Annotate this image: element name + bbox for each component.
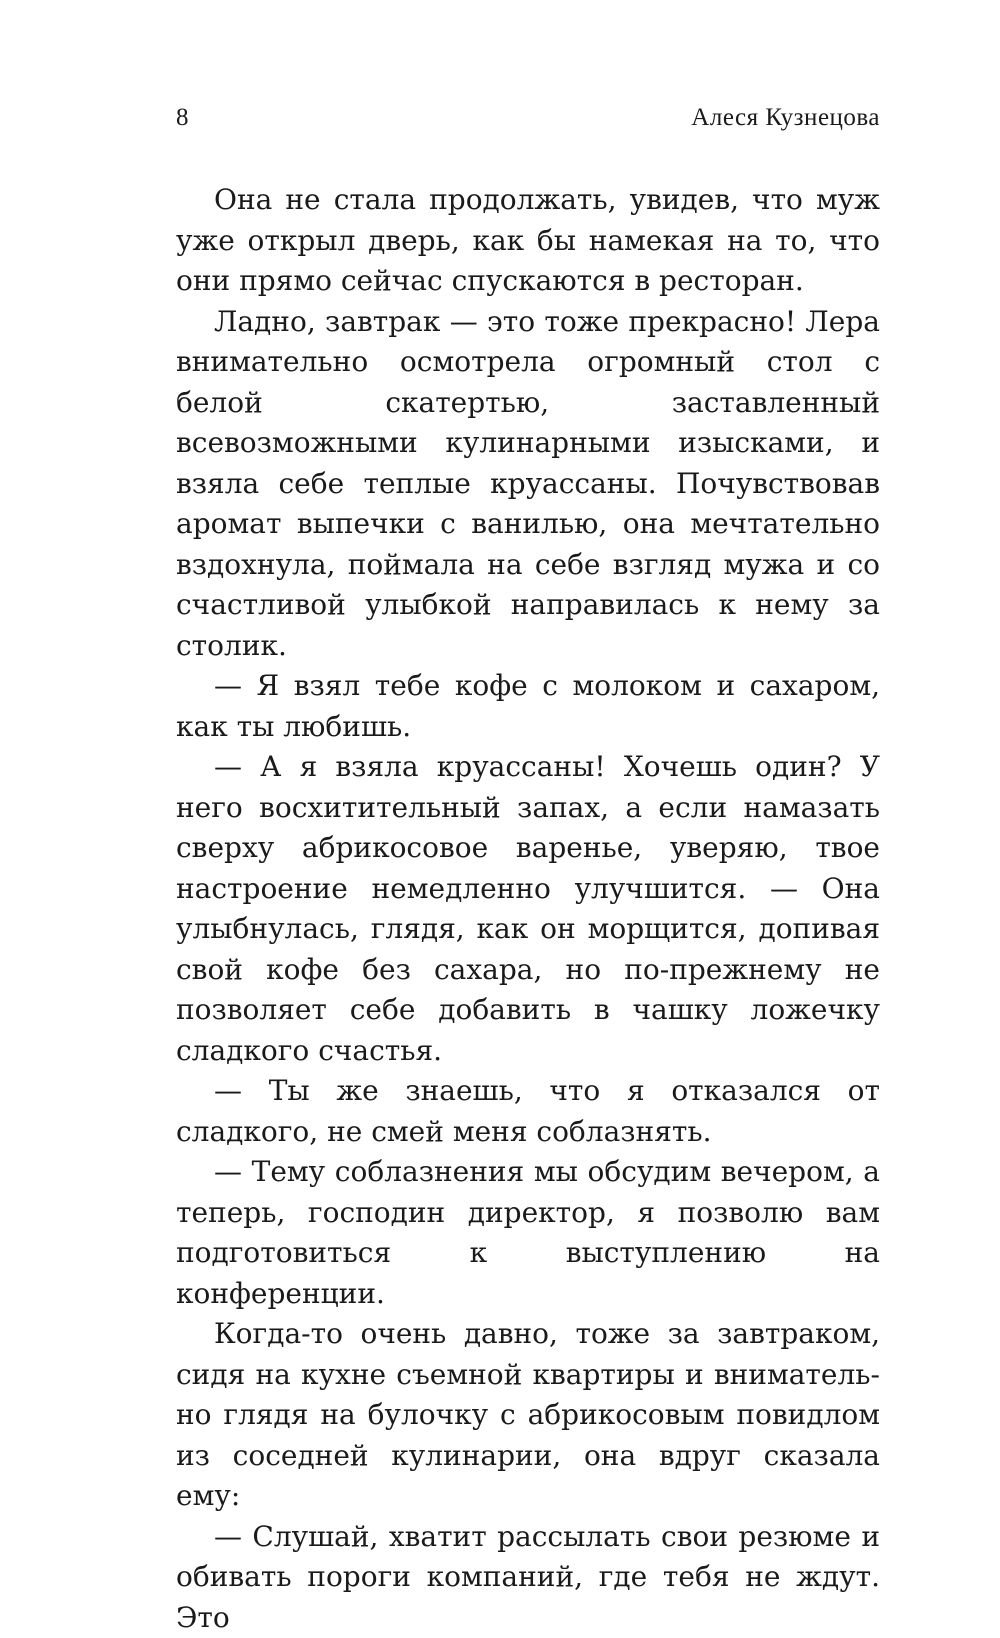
paragraph: — А я взяла круассаны! Хочешь один? У него восхитительный запах, а если намазать сверху абрикосовое варенье, уверяю, твое настроение немедленно улучшится. — Она улыбнулась, глядя, как он морщится, допивая свой кофе без сахара, но по-прежнему не позволяет себе добавить в чашку ложечку сладкого счастья.	[176, 747, 880, 1071]
paragraph: Ладно, завтрак — это тоже прекрасно! Лера внимательно осмотрела огромный стол с белой скатертью, заставленный всевозможными кулинарными изысками, и взяла себе теплые круассаны. Почувствовав аромат выпечки с ванилью, она мечтательно вздохнула, поймала на себе взгляд мужа и со счастливой улыбкой направилась к нему за столик.	[176, 302, 880, 667]
running-head-title: Алеся Кузнецова	[691, 104, 880, 132]
paragraph: — Тему соблазнения мы обсудим вечером, а теперь, господин директор, я позволю вам подготовиться к выступлению на конференции.	[176, 1152, 880, 1314]
page-number: 8	[176, 104, 189, 132]
paragraph: — Я взял тебе кофе с молоком и сахаром, как ты любишь.	[176, 666, 880, 747]
paragraph: — Слушай, хватит рассылать свои резюме и обивать пороги компаний, где тебя не ждут. Это	[176, 1517, 880, 1638]
running-head	[176, 104, 880, 144]
paragraph: Она не стала продолжать, увидев, что муж уже открыл дверь, как бы намекая на то, что они прямо сейчас спускаются в ресторан.	[176, 180, 880, 302]
paragraph: — Ты же знаешь, что я отказался от сладкого, не смей меня соблазнять.	[176, 1071, 880, 1152]
body-text	[176, 180, 880, 1638]
paragraph: Когда-то очень давно, тоже за завтраком, сидя на кухне съемной квартиры и внимательно глядя на булочку с абрикосовым повидлом из соседней кулинарии, она вдруг сказала ему:	[176, 1314, 880, 1517]
